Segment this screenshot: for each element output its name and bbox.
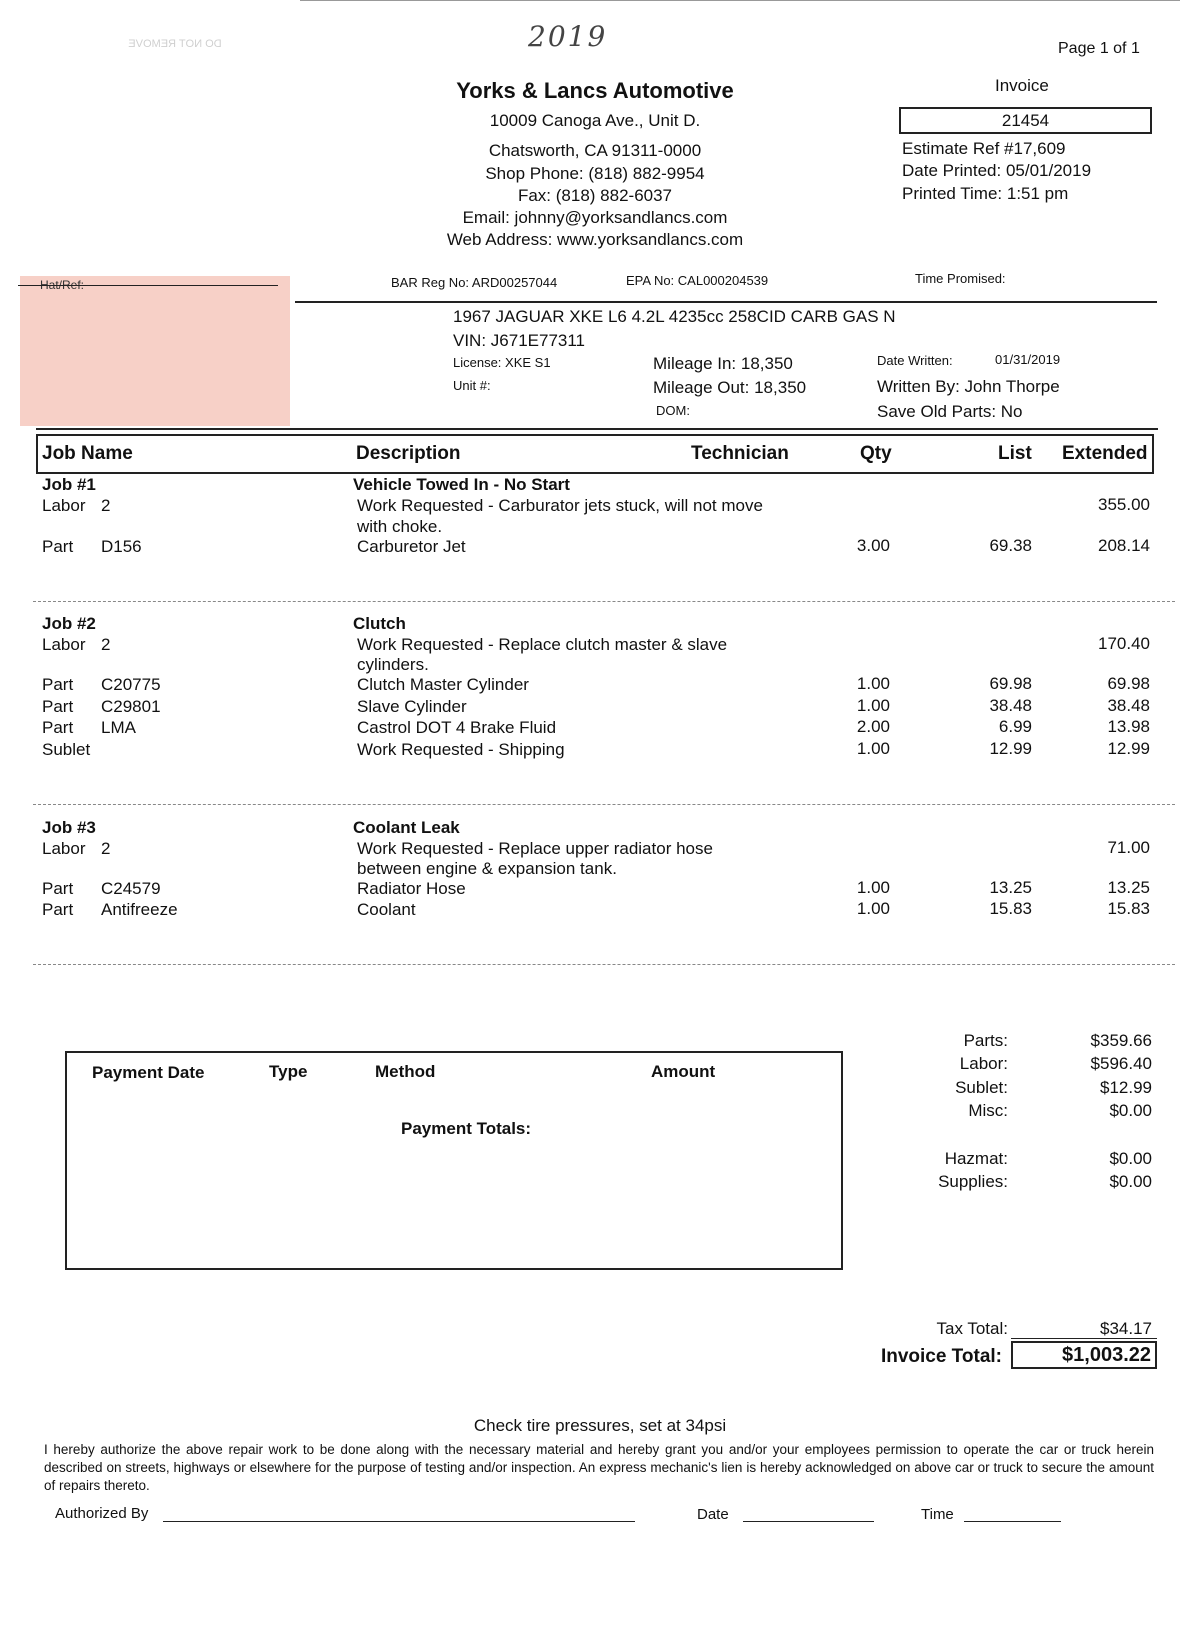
row-type: Part	[42, 718, 74, 737]
shop-address2: Chatsworth, CA 91311-0000	[488, 141, 702, 160]
dom-label: DOM:	[656, 403, 690, 418]
col-payment-amount: Amount	[651, 1062, 716, 1081]
col-list: List	[998, 443, 1032, 464]
row-code: C24579	[101, 879, 161, 898]
row-desc: Radiator Hose	[357, 879, 466, 898]
date-written: 01/31/2019	[995, 352, 1061, 367]
invoice-total: $1,003.22	[1011, 1341, 1157, 1369]
time-label: Time	[921, 1506, 954, 1523]
row-type: Part	[42, 879, 74, 898]
row-desc: Carburetor Jet	[357, 537, 466, 556]
row-type: Part	[42, 697, 74, 716]
row-code: 2	[101, 496, 111, 515]
col-technician: Technician	[691, 443, 789, 464]
row-code: Antifreeze	[101, 900, 178, 919]
supplies-total: $0.00	[1109, 1172, 1152, 1191]
stamp-text: DO NOT REMOVE	[128, 38, 222, 50]
row-desc-cont: with choke.	[357, 517, 443, 536]
vehicle-vin: VIN: J671E77311	[453, 331, 585, 350]
vehicle-rule	[36, 428, 1158, 430]
row-type: Labor	[42, 839, 86, 858]
epa-no: EPA No: CAL000204539	[626, 273, 769, 288]
payment-totals-label: Payment Totals:	[401, 1119, 532, 1138]
col-payment-type: Type	[269, 1062, 308, 1081]
hazmat-total: $0.00	[1109, 1149, 1152, 1168]
row-list: 6.99	[998, 717, 1032, 736]
printed-time: Printed Time: 1:51 pm	[902, 184, 1069, 203]
written-by: Written By: John Thorpe	[877, 377, 1060, 396]
misc-label: Misc:	[968, 1101, 1008, 1120]
mileage-out: Mileage Out: 18,350	[653, 378, 807, 397]
mileage-in: Mileage In: 18,350	[653, 354, 793, 373]
row-extended: 170.40	[1098, 634, 1150, 653]
invoice-total-label: Invoice Total:	[880, 1346, 1002, 1367]
row-qty: 1.00	[856, 739, 890, 758]
row-qty: 1.00	[856, 674, 890, 693]
row-desc: Work Requested - Shipping	[357, 740, 565, 759]
row-extended: 13.25	[1107, 878, 1150, 897]
row-list: 13.25	[989, 878, 1032, 897]
row-desc-cont: between engine & expansion tank.	[357, 859, 617, 878]
row-code: D156	[101, 537, 142, 556]
date-written-label: Date Written:	[877, 353, 953, 368]
col-description: Description	[356, 443, 461, 464]
row-qty: 2.00	[856, 717, 890, 736]
save-old-parts: Save Old Parts: No	[877, 402, 1023, 421]
row-code: C29801	[101, 697, 161, 716]
sublet-label: Sublet:	[955, 1078, 1008, 1097]
row-list: 12.99	[989, 739, 1032, 758]
reg-rule	[295, 301, 1157, 303]
row-desc: Coolant	[357, 900, 416, 919]
row-desc: Work Requested - Carburator jets stuck, will not move	[357, 496, 763, 515]
row-type: Part	[42, 900, 74, 919]
misc-total: $0.00	[1109, 1101, 1152, 1120]
row-list: 38.48	[989, 696, 1032, 715]
tire-pressure-note: Check tire pressures, set at 34psi	[473, 1416, 727, 1435]
row-desc-cont: cylinders.	[357, 655, 429, 674]
bleed-through-stamp	[40, 0, 310, 90]
col-job-name: Job Name	[42, 443, 133, 464]
scan-edge	[300, 0, 1180, 1]
page-number: Page 1 of 1	[1058, 40, 1140, 57]
handwritten-year: 2019	[528, 20, 608, 53]
row-code: C20775	[101, 675, 161, 694]
row-qty: 1.00	[856, 878, 890, 897]
row-list: 15.83	[989, 899, 1032, 918]
vehicle-desc: 1967 JAGUAR XKE L6 4.2L 4235cc 258CID CARB GAS N	[453, 307, 896, 326]
row-desc: Castrol DOT 4 Brake Fluid	[357, 718, 557, 737]
row-desc: Work Requested - Replace clutch master & slave	[357, 635, 728, 654]
row-type: Labor	[42, 496, 86, 515]
row-type: Part	[42, 675, 74, 694]
payment-box	[65, 1051, 843, 1270]
job-separator	[33, 964, 1175, 965]
labor-total: $596.40	[1090, 1054, 1152, 1073]
col-payment-date: Payment Date	[92, 1063, 205, 1082]
row-extended: 38.48	[1107, 696, 1150, 715]
time-line[interactable]	[964, 1521, 1061, 1522]
row-extended: 13.98	[1107, 717, 1150, 736]
col-extended: Extended	[1062, 443, 1148, 464]
shop-email: Email: johnny@yorksandlancs.com	[462, 208, 728, 227]
authorized-by-line[interactable]	[163, 1521, 635, 1522]
shop-name: Yorks & Lancs Automotive	[456, 78, 734, 103]
job-title: Job #1	[42, 475, 96, 494]
row-desc: Slave Cylinder	[357, 697, 467, 716]
row-code: 2	[101, 635, 111, 654]
line-items-header	[36, 434, 1154, 474]
row-qty: 1.00	[856, 696, 890, 715]
job-desc-title: Vehicle Towed In - No Start	[353, 475, 570, 494]
invoice-number: 21454	[899, 107, 1152, 134]
row-list: 69.98	[989, 674, 1032, 693]
col-qty: Qty	[860, 443, 892, 464]
row-extended: 69.98	[1107, 674, 1150, 693]
bar-reg: BAR Reg No: ARD00257044	[391, 275, 558, 290]
shop-web: Web Address: www.yorksandlancs.com	[446, 230, 744, 249]
redacted-customer-info	[20, 276, 290, 426]
date-label: Date	[697, 1506, 729, 1523]
authorized-by-label: Authorized By	[55, 1505, 149, 1522]
row-list: 69.38	[989, 536, 1032, 555]
unit-number: Unit #:	[453, 378, 491, 393]
authorization-text: I hereby authorize the above repair work to be done along with the necessary material and hereby grant you and/or your employees permission to operate the car or truck herein described on streets, highways or elsewhere for the purpose of testing and/or inspection. An express mechanic's lien is hereby acknowledged on above car or truck to secure the amount of repairs thereto.	[44, 1442, 1154, 1493]
sublet-total: $12.99	[1100, 1078, 1152, 1097]
parts-label: Parts:	[963, 1031, 1008, 1050]
tax-total: $34.17	[1100, 1319, 1152, 1338]
labor-label: Labor:	[959, 1054, 1008, 1073]
hazmat-label: Hazmat:	[944, 1149, 1008, 1168]
shop-fax: Fax: (818) 882-6037	[517, 186, 673, 205]
row-code: 2	[101, 839, 111, 858]
row-desc: Clutch Master Cylinder	[357, 675, 529, 694]
row-extended: 12.99	[1107, 739, 1150, 758]
date-printed: Date Printed: 05/01/2019	[902, 161, 1092, 180]
doc-type: Invoice	[995, 76, 1049, 95]
shop-address1: 10009 Canoga Ave., Unit D.	[489, 111, 701, 130]
tax-label: Tax Total:	[936, 1319, 1008, 1338]
hat-ref-label: Hat/Ref:	[40, 278, 85, 292]
row-type: Part	[42, 537, 74, 556]
parts-total: $359.66	[1090, 1031, 1152, 1050]
job-separator	[33, 601, 1175, 602]
row-qty: 1.00	[856, 899, 890, 918]
row-extended: 355.00	[1098, 495, 1150, 514]
job-desc-title: Clutch	[353, 614, 406, 633]
job-title: Job #2	[42, 614, 96, 633]
row-type: Sublet	[42, 740, 91, 759]
row-type: Labor	[42, 635, 86, 654]
col-payment-method: Method	[375, 1062, 436, 1081]
time-promised: Time Promised:	[915, 271, 1006, 286]
shop-phone: Shop Phone: (818) 882-9954	[485, 164, 705, 183]
license: License: XKE S1	[453, 355, 551, 370]
row-extended: 208.14	[1098, 536, 1150, 555]
row-code: LMA	[101, 718, 136, 737]
row-extended: 15.83	[1107, 899, 1150, 918]
row-desc: Work Requested - Replace upper radiator hose	[357, 839, 713, 858]
hat-ref-line	[18, 285, 278, 286]
job-separator	[33, 804, 1175, 805]
job-title: Job #3	[42, 818, 96, 837]
job-desc-title: Coolant Leak	[353, 818, 460, 837]
row-qty: 3.00	[856, 536, 890, 555]
date-line[interactable]	[743, 1521, 874, 1522]
row-extended: 71.00	[1107, 838, 1150, 857]
supplies-label: Supplies:	[938, 1172, 1008, 1191]
estimate-ref: Estimate Ref #17,609	[902, 139, 1066, 158]
